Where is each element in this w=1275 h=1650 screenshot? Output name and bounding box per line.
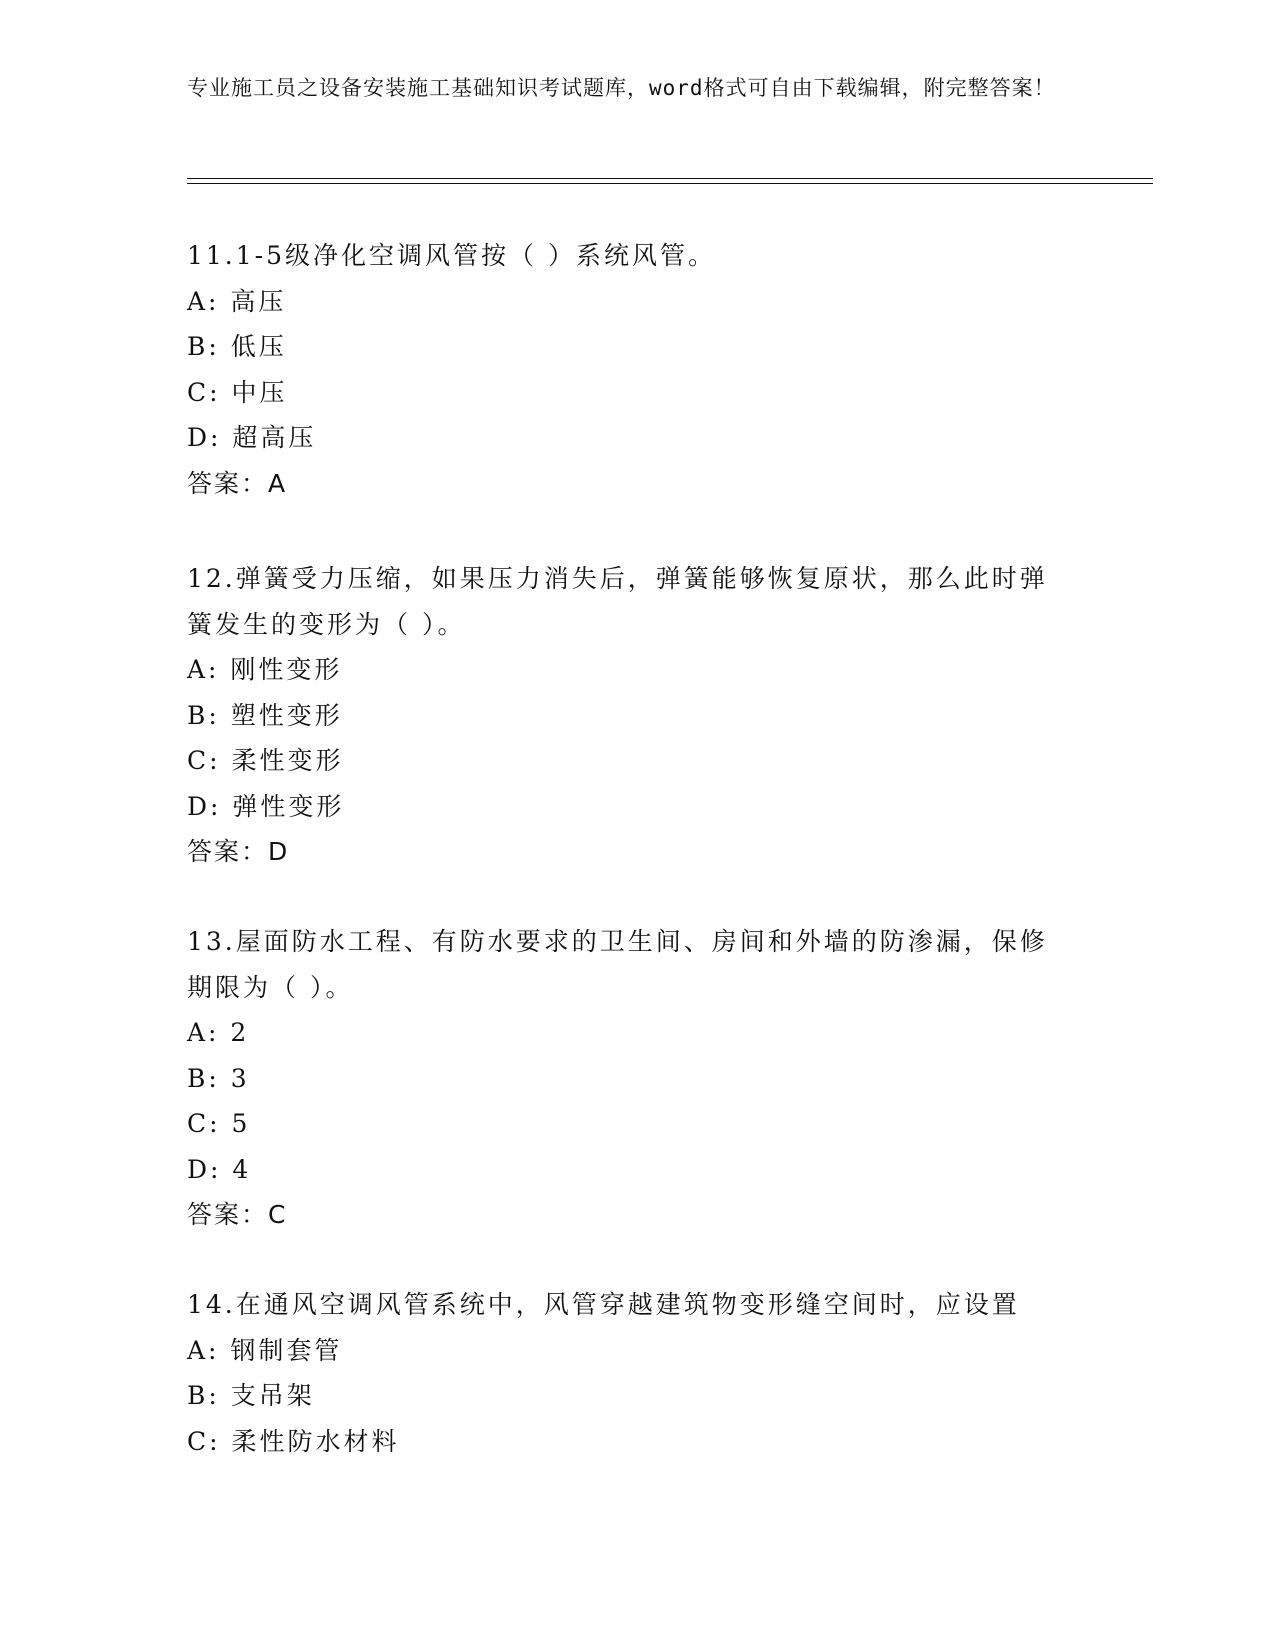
option-a: A: 钢制套管 <box>187 1335 343 1365</box>
option-a: A: 刚性变形 <box>187 655 343 684</box>
header-divider-bottom <box>187 183 1153 184</box>
question-11 <box>187 233 1067 506</box>
document-header: 专业施工员之设备安装施工基础知识考试题库，word格式可自由下载编辑，附完整答案！ <box>187 76 1056 100</box>
option-b: B: 低压 <box>187 332 287 361</box>
question-14 <box>187 1282 1067 1464</box>
question-12 <box>187 556 1067 875</box>
header-divider-top <box>187 178 1153 179</box>
option-c: C: 柔性变形 <box>187 746 344 775</box>
question-stem: 14.在通风空调风管系统中，风管穿越建筑物变形缝空间时，应设置 <box>187 1290 1020 1319</box>
answer-line: 答案：C <box>187 1200 288 1229</box>
option-a: A: 高压 <box>187 286 287 316</box>
option-a: A: 2 <box>187 1018 250 1047</box>
option-b: B: 支吊架 <box>187 1381 315 1410</box>
option-c: C: 中压 <box>187 377 288 407</box>
question-stem: 13.屋面防水工程、有防水要求的卫生间、房间和外墙的防渗漏，保修期限为（ ）。 <box>187 927 1048 1002</box>
question-stem: 12.弹簧受力压缩，如果压力消失后，弹簧能够恢复原状，那么此时弹簧发生的变形为（ ）。 <box>187 564 1048 639</box>
option-c: C: 柔性防水材料 <box>187 1426 400 1456</box>
question-stem: 11.1-5级净化空调风管按（ ）系统风管。 <box>187 241 716 270</box>
option-d: D: 超高压 <box>187 423 317 452</box>
question-13 <box>187 919 1067 1238</box>
option-d: D: 弹性变形 <box>187 791 345 821</box>
option-b: B: 塑性变形 <box>187 700 343 730</box>
option-b: B: 3 <box>187 1063 250 1093</box>
answer-line: 答案：D <box>187 837 290 866</box>
option-c: C: 5 <box>187 1109 251 1138</box>
option-d: D: 4 <box>187 1154 252 1184</box>
answer-line: 答案：A <box>187 468 288 498</box>
